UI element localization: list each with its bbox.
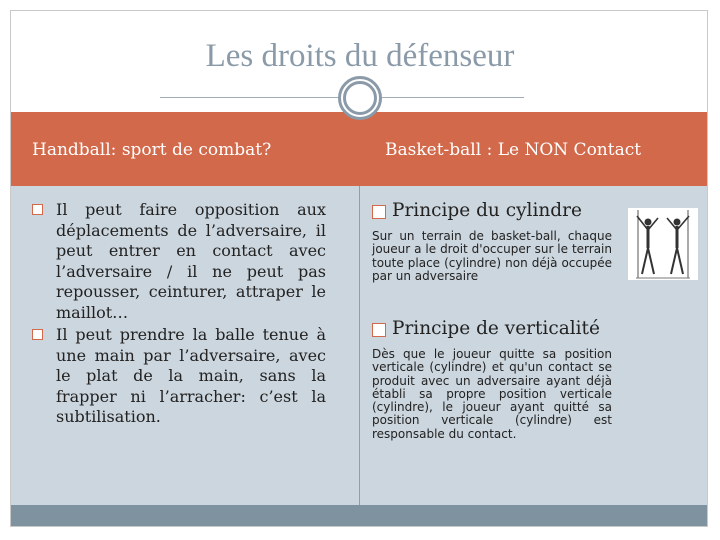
bullet-box-icon xyxy=(372,323,386,337)
right-column-heading: Basket-ball : Le NON Contact xyxy=(385,140,642,160)
slide-title: Les droits du défenseur xyxy=(205,38,515,74)
decorative-ring-inner xyxy=(343,81,377,115)
section-text: Dès que le joueur quitte sa position verticale (cylindre) et qu'un contact se produit avec un adversaire ayant déjà établi sa propre position verticale (cylindre), le joueur ayant quitté sa position verticale (cylindre) est responsable du contact. xyxy=(372,347,612,441)
column-divider xyxy=(359,186,360,505)
section-text: Sur un terrain de basket-ball, chaque joueur a le droit d'occuper sur le terrain toute place (cylindre) non déjà occupée par un adversaire xyxy=(372,229,612,283)
bullet-box-icon xyxy=(32,204,43,215)
bullet-box-icon xyxy=(372,205,386,219)
bullet-text: Il peut prendre la balle tenue à une main par l’adversaire, avec le plat de la main, sans la frapper ni l’arracher: c’est la subtilisation. xyxy=(56,325,326,426)
section-heading xyxy=(372,200,614,222)
bullet-box-icon xyxy=(32,329,43,340)
left-column-heading: Handball: sport de combat? xyxy=(32,140,272,160)
footer-band xyxy=(11,505,707,526)
title-rule-right xyxy=(382,97,524,98)
section-heading-text: Principe de verticalité xyxy=(392,318,600,339)
title-rule-left xyxy=(160,97,338,98)
right-section-cylinder xyxy=(372,200,614,283)
left-column xyxy=(32,200,326,428)
section-heading-text: Principe du cylindre xyxy=(392,200,582,221)
bullet-item xyxy=(32,200,326,323)
basketball-players-illustration xyxy=(628,208,698,280)
right-section-verticality xyxy=(372,318,614,441)
bullet-item xyxy=(32,325,326,428)
section-heading xyxy=(372,318,614,340)
bullet-text: Il peut faire opposition aux déplacements de l’adversaire, il peut entrer en contact avec l’adversaire / il ne peut pas repousser, ceinturer, attraper le maillot… xyxy=(56,200,326,322)
